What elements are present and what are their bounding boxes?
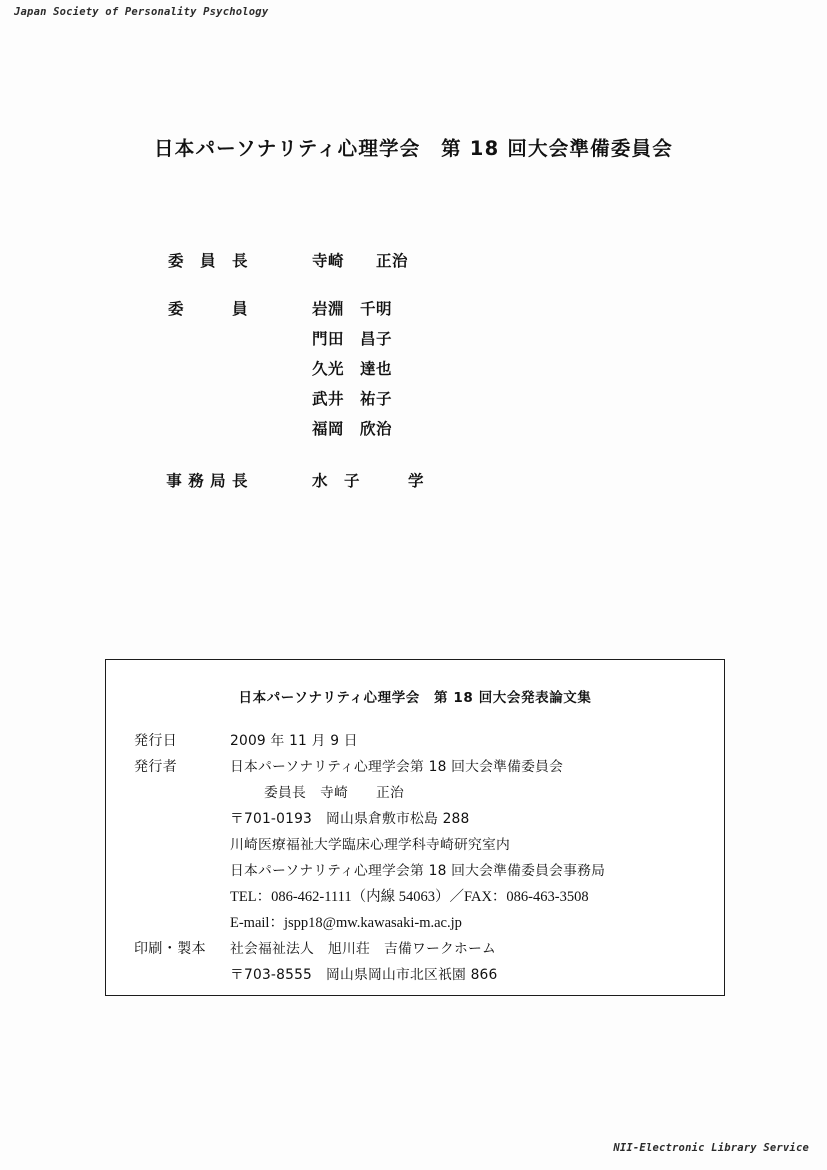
colophon-line — [134, 754, 724, 780]
colophon-line — [134, 728, 724, 754]
roster-role: 事 務 局 長 — [166, 472, 248, 490]
roster-row — [0, 327, 827, 349]
roster-name: 水 子 学 — [312, 472, 425, 490]
roster-name: 門田 昌子 — [312, 330, 393, 348]
roster-spacer — [0, 447, 827, 469]
colophon-value: 日本パーソナリティ心理学会第 18 回大会準備委員会 — [230, 759, 564, 775]
roster-role: 委 員 — [167, 300, 248, 318]
roster-row — [0, 249, 827, 271]
colophon-label: 印刷・製本 — [134, 941, 206, 957]
roster-row — [0, 417, 827, 439]
colophon-value: 〒701-0193 岡山県倉敷市松島 288 — [230, 811, 470, 827]
colophon-box — [105, 659, 725, 996]
roster-spacer — [0, 279, 827, 297]
colophon-email: E-mail：jspp18@mw.kawasaki-m.ac.jp — [230, 915, 462, 931]
colophon-line — [134, 806, 724, 832]
running-footer: NII-Electronic Library Service — [613, 1142, 809, 1154]
colophon-body — [106, 728, 724, 988]
roster-name: 寺崎 正治 — [312, 252, 409, 270]
colophon-line — [134, 962, 724, 988]
roster-row — [0, 297, 827, 319]
colophon-value: 日本パーソナリティ心理学会第 18 回大会準備委員会事務局 — [230, 863, 606, 879]
colophon-label: 発行日 — [134, 733, 178, 749]
roster-row — [0, 357, 827, 379]
colophon-label: 発行者 — [134, 759, 178, 775]
roster-row — [0, 387, 827, 409]
colophon-line — [134, 858, 724, 884]
colophon-value: 川崎医療福祉大学臨床心理学科寺崎研究室内 — [230, 837, 510, 853]
committee-roster — [0, 249, 827, 499]
colophon-line — [134, 832, 724, 858]
colophon-line — [134, 780, 724, 806]
colophon-value: 〒703-8555 岡山県岡山市北区祇園 866 — [230, 967, 498, 983]
colophon-value: 2009 年 11 月 9 日 — [230, 733, 358, 749]
running-header: Japan Society of Personality Psychology — [14, 6, 269, 18]
colophon-line — [134, 884, 724, 910]
colophon-line — [134, 936, 724, 962]
roster-name: 武井 祐子 — [312, 390, 393, 408]
colophon-value: TEL：086-462-1111（内線 54063）／FAX：086-463-3508 — [230, 889, 589, 905]
colophon-title: 日本パーソナリティ心理学会 第 18 回大会発表論文集 — [238, 690, 592, 706]
roster-name: 岩淵 千明 — [312, 300, 393, 318]
colophon-line — [134, 910, 724, 936]
roster-name: 福岡 欣治 — [312, 420, 393, 438]
roster-role: 委 員 長 — [167, 252, 248, 270]
roster-name: 久光 達也 — [312, 360, 393, 378]
colophon-value: 社会福祉法人 旭川荘 吉備ワークホーム — [230, 941, 496, 957]
colophon-value: 委員長 寺崎 正治 — [264, 785, 404, 801]
page-title: 日本パーソナリティ心理学会 第 18 回大会準備委員会 — [154, 137, 673, 160]
roster-row — [0, 469, 827, 491]
